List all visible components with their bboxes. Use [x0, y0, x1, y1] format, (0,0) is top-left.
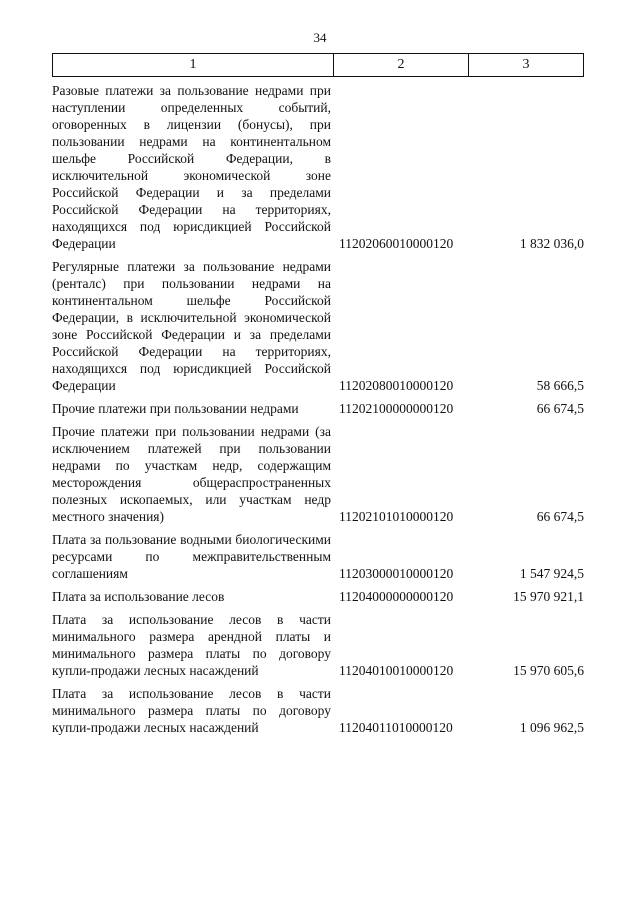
table-row — [52, 685, 592, 736]
row-name: Регулярные платежи за пользование недрами (ренталс) при пользовании недрами на континентальном шельфе Российской Федерации, в исключительной экономической зоне Российской Федерации и за пределами Российской Федерации на территориях, находящихся под юрисдикцией Российской Федерации — [52, 259, 331, 393]
row-name: Плата за пользование водными биологическими ресурсами по межправительственным соглашениям — [52, 532, 331, 581]
row-code: 11204011010000120 — [339, 720, 453, 735]
row-name: Плата за использование лесов в части минимального размера арендной платы и минимального размера платы по договору купли-продажи лесных насаждений — [52, 612, 331, 678]
table-row — [52, 400, 592, 417]
header-col-3: 3 — [522, 57, 530, 72]
row-code: 11204000000000120 — [339, 589, 454, 604]
header-col-2: 2 — [334, 54, 469, 76]
row-name: Плата за использование лесов в части минимального размера платы по договору купли-продажи лесных насаждений — [52, 686, 331, 735]
row-name: Разовые платежи за пользование недрами при наступлении определенных событий, оговоренных в лицензии (бонусы), при пользовании недрами на континентальном шельфе Российской Федерации, в исключительной экономической зоне Российской Федерации и за пределами Российской Федерации на территориях, находящихся под юрисдикцией Российской Федерации — [52, 83, 331, 251]
table-body — [52, 82, 592, 742]
table-row — [52, 82, 592, 252]
row-value: 1 547 924,5 — [519, 566, 584, 581]
row-value: 58 666,5 — [536, 378, 584, 393]
table-row — [52, 611, 592, 679]
row-value: 66 674,5 — [536, 401, 584, 416]
row-value: 15 970 921,1 — [513, 589, 584, 604]
row-name: Прочие платежи при пользовании недрами — [52, 401, 299, 416]
row-value: 66 674,5 — [536, 509, 584, 524]
table-row — [52, 588, 592, 605]
row-code: 11202101010000120 — [339, 509, 454, 524]
table-row — [52, 531, 592, 582]
row-name: Плата за использование лесов — [52, 589, 225, 604]
header-col-1: 1 — [53, 54, 334, 76]
row-value: 1 832 036,0 — [519, 236, 584, 251]
row-value: 1 096 962,5 — [519, 720, 584, 735]
row-code: 11202100000000120 — [339, 401, 454, 416]
row-code: 11204010010000120 — [339, 663, 454, 678]
row-name: Прочие платежи при пользовании недрами (за исключением платежей при пользовании недрами по участкам недр, содержащим месторождения общераспространенных полезных ископаемых, или участкам недр местного значения) — [52, 424, 331, 524]
row-value: 15 970 605,6 — [513, 663, 584, 678]
row-code: 11203000010000120 — [339, 566, 454, 581]
table-row — [52, 423, 592, 525]
row-code: 11202060010000120 — [339, 236, 454, 251]
page-number: 34 — [313, 30, 327, 45]
row-code: 11202080010000120 — [339, 378, 454, 393]
table-header — [52, 53, 584, 77]
table-row — [52, 258, 592, 394]
